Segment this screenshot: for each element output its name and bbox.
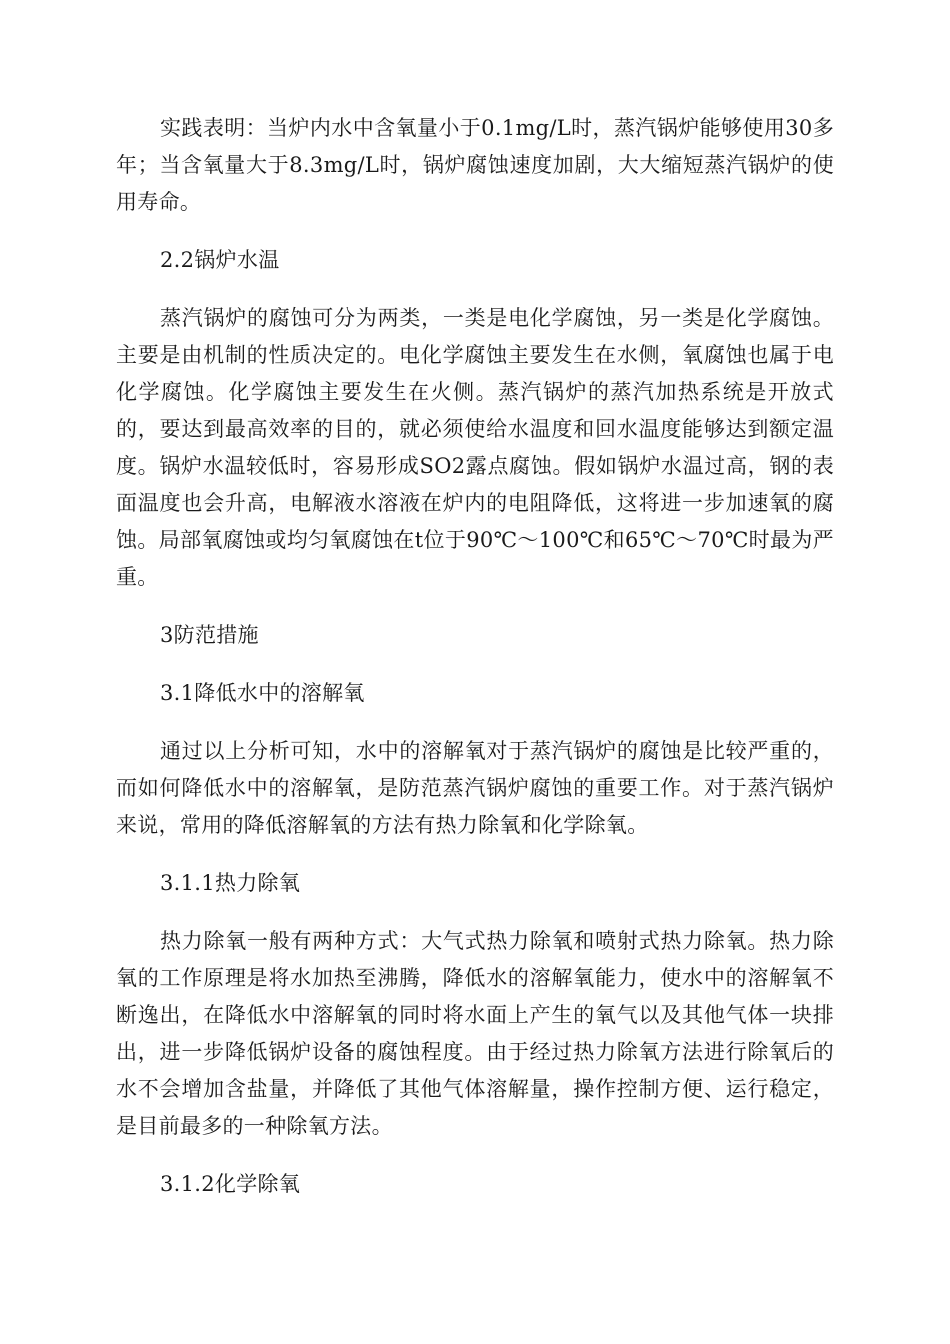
- heading-chemical-deoxygenation: 3.1.2化学除氧: [160, 1172, 301, 1196]
- heading-reduce-dissolved-oxygen: 3.1降低水中的溶解氧: [160, 681, 365, 705]
- document-body: [116, 110, 834, 1224]
- paragraph-thermal-deoxygenation: 热力除氧一般有两种方式：大气式热力除氧和喷射式热力除氧。热力除氧的工作原理是将水加热至沸腾，降低水的溶解氧能力，使水中的溶解氧不断逸出，在降低水中溶解氧的同时将水面上产生的氧气以及其他气体一块排出，进一步降低锅炉设备的腐蚀程度。由于经过热力除氧方法进行除氧后的水不会增加含盐量，并降低了其他气体溶解量，操作控制方便、运行稳定，是目前最多的一种除氧方法。: [116, 929, 834, 1138]
- heading-preventive-measures: 3防范措施: [160, 623, 259, 647]
- heading-boiler-water-temperature: 2.2锅炉水温: [160, 248, 280, 272]
- paragraph-oxygen-practice: 实践表明：当炉内水中含氧量小于0.1mg/L时，蒸汽锅炉能够使用30多年；当含氧量大于8.3mg/L时，锅炉腐蚀速度加剧，大大缩短蒸汽锅炉的使用寿命。: [116, 116, 834, 214]
- paragraph-corrosion-types: 蒸汽锅炉的腐蚀可分为两类，一类是电化学腐蚀，另一类是化学腐蚀。主要是由机制的性质决定的。电化学腐蚀主要发生在水侧，氧腐蚀也属于电化学腐蚀。化学腐蚀主要发生在火侧。蒸汽锅炉的蒸汽加热系统是开放式的，要达到最高效率的目的，就必须使给水温度和回水温度能够达到额定温度。锅炉水温较低时，容易形成SO2露点腐蚀。假如锅炉水温过高，钢的表面温度也会升高，电解液水溶液在炉内的电阻降低，这将进一步加速氧的腐蚀。局部氧腐蚀或均匀氧腐蚀在t位于90℃～100℃和65℃～70℃时最为严重。: [116, 306, 834, 589]
- heading-thermal-deoxygenation: 3.1.1热力除氧: [160, 871, 301, 895]
- paragraph-dissolved-oxygen-analysis: 通过以上分析可知，水中的溶解氧对于蒸汽锅炉的腐蚀是比较严重的，而如何降低水中的溶解氧，是防范蒸汽锅炉腐蚀的重要工作。对于蒸汽锅炉来说，常用的降低溶解氧的方法有热力除氧和化学除氧。: [116, 739, 834, 837]
